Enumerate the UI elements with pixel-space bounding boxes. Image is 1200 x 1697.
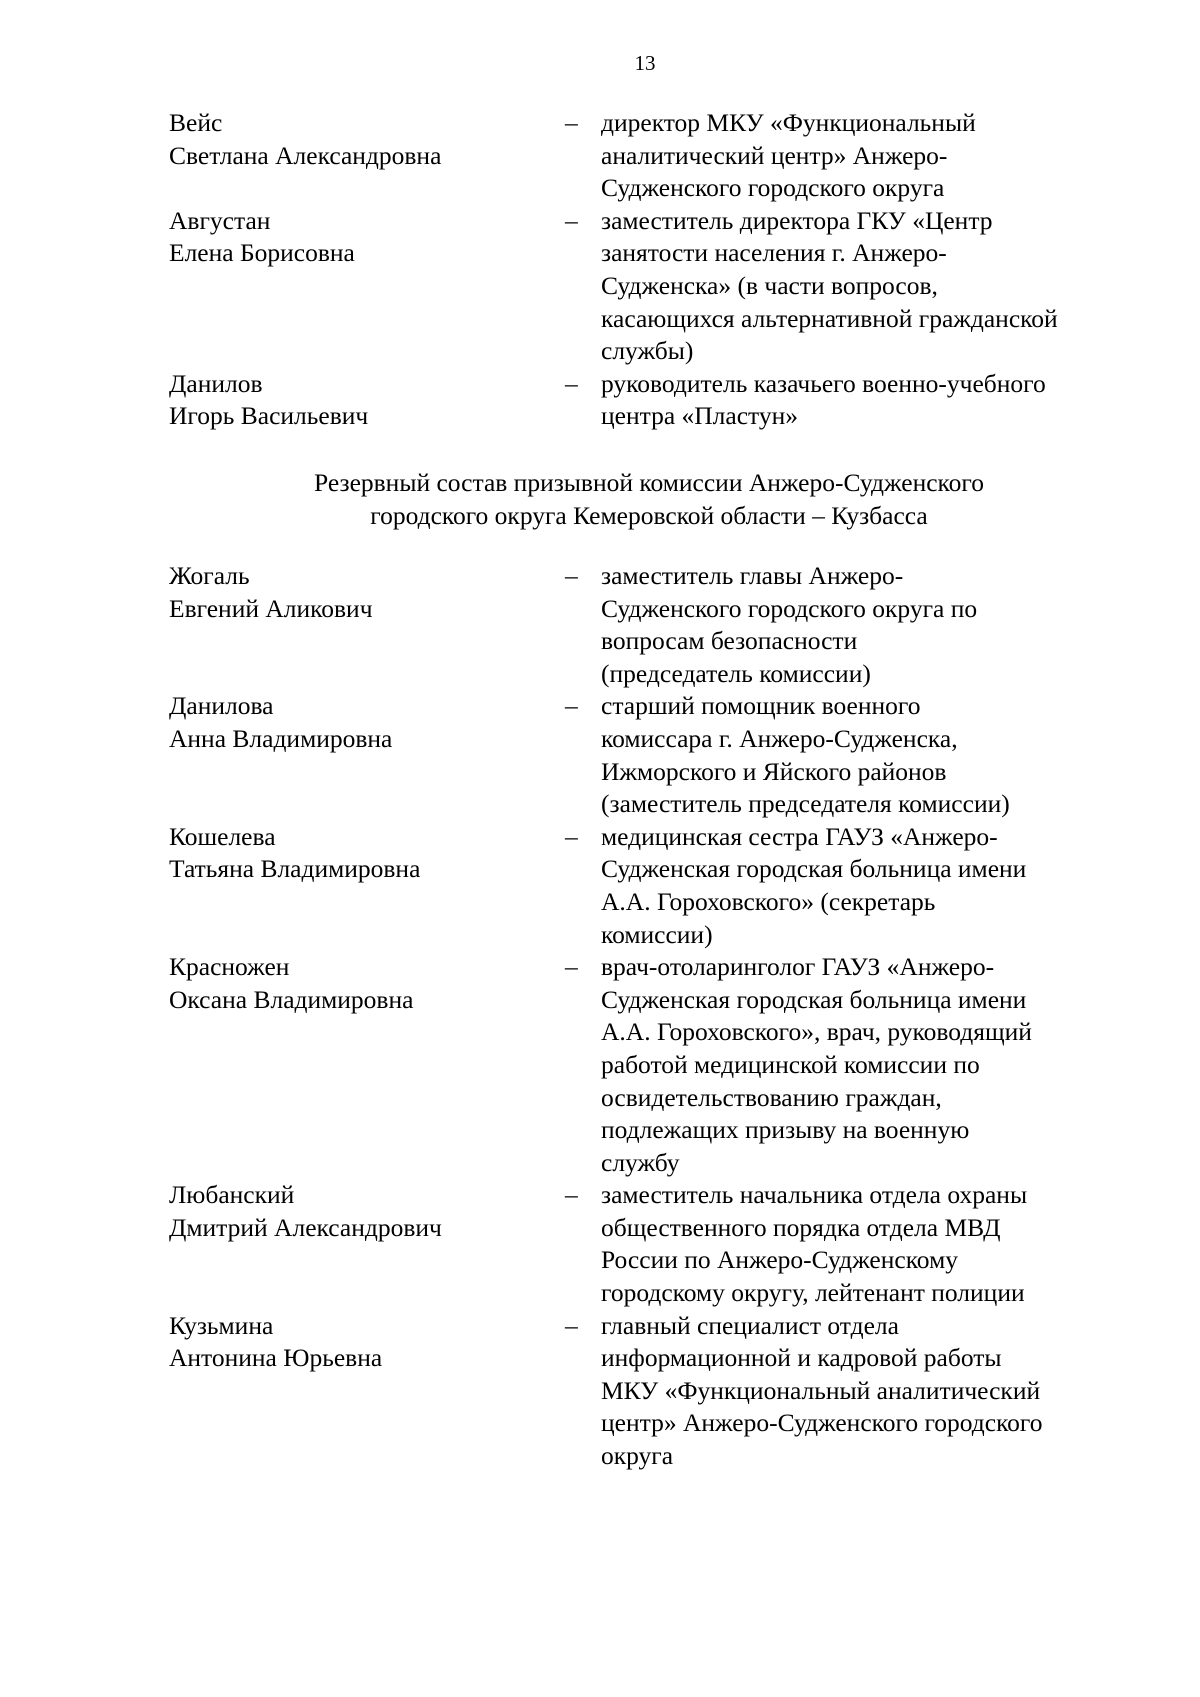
member-surname: Любанский (169, 1180, 295, 1210)
member-entry (169, 821, 1129, 951)
separator-dash: – (565, 1180, 578, 1210)
member-given-names: Оксана Владимировна (169, 984, 414, 1014)
member-role-line: директор МКУ «Функциональный (601, 108, 976, 137)
member-surname: Вейс (169, 108, 223, 137)
member-role-line: Судженская городская больница имени (601, 854, 1027, 884)
commission-members-list (169, 107, 1129, 433)
member-role-line: А.А. Гороховского», врач, руководящий (601, 1017, 1032, 1047)
member-role-line: центра «Пластун» (601, 401, 798, 431)
member-surname: Жогаль (169, 561, 250, 590)
section-heading-line: городского округа Кемеровской области – Кузбасса (370, 500, 928, 530)
member-name (169, 560, 565, 690)
member-role-line: вопросам безопасности (601, 626, 858, 656)
member-role-line: центр» Анжеро-Судженского городского (601, 1408, 1043, 1438)
member-role-line: занятости населения г. Анжеро- (601, 238, 947, 268)
member-role-line: МКУ «Функциональный аналитический (601, 1375, 1041, 1405)
member-role-line: службу (601, 1147, 680, 1177)
member-surname: Августан (169, 205, 271, 235)
member-role (601, 1310, 1129, 1473)
separator-dash: – (565, 821, 578, 851)
member-name (169, 1310, 565, 1473)
member-role-line: Судженского городского округа по (601, 593, 978, 623)
page-number: 13 (634, 51, 656, 75)
member-role-line: общественного порядка отдела МВД (601, 1212, 1001, 1242)
member-role (601, 690, 1129, 820)
member-surname: Данилов (169, 368, 263, 398)
member-role-line: России по Анжеро-Судженскому (601, 1245, 958, 1275)
member-given-names: Антонина Юрьевна (169, 1343, 383, 1373)
separator-dash: – (565, 691, 578, 721)
member-role-line: Судженская городская больница имени (601, 984, 1027, 1014)
member-role-line: главный специалист отдела (601, 1310, 899, 1340)
member-role-line: информационной и кадровой работы (601, 1343, 1002, 1373)
member-name (169, 690, 565, 820)
member-given-names: Елена Борисовна (169, 238, 355, 268)
member-given-names: Татьяна Владимировна (169, 854, 421, 884)
member-role-line: городскому округу, лейтенант полиции (601, 1278, 1025, 1308)
member-role-line: комиссии) (601, 919, 713, 949)
member-role-line: освидетельствованию граждан, (601, 1082, 942, 1112)
member-role-line: (председатель комиссии) (601, 658, 871, 688)
member-role-line: округа (601, 1441, 674, 1471)
member-surname: Кошелева (169, 821, 276, 851)
member-given-names: Анна Владимировна (169, 723, 393, 753)
member-name (169, 821, 565, 951)
member-role (601, 560, 1129, 690)
member-role-line: (заместитель председателя комиссии) (601, 789, 1010, 819)
separator-dash: – (565, 205, 578, 235)
member-entry (169, 107, 1129, 205)
member-role-line: старший помощник военного (601, 691, 921, 721)
separator-dash: – (565, 108, 578, 137)
member-name (169, 951, 565, 1179)
member-role (601, 368, 1129, 433)
member-role-line: Ижморского и Яйского районов (601, 756, 947, 786)
section-heading-line: Резервный состав призывной комиссии Анжеро-Судженского (314, 468, 984, 497)
member-name (169, 368, 565, 433)
member-given-names: Евгений Аликович (169, 593, 373, 623)
member-entry (169, 205, 1129, 368)
member-given-names: Дмитрий Александрович (169, 1212, 442, 1242)
member-surname: Данилова (169, 691, 274, 721)
member-role-line: службы) (601, 336, 694, 366)
reserve-members-list (169, 560, 1129, 1473)
member-name (169, 205, 565, 368)
member-given-names: Светлана Александровна (169, 140, 442, 170)
member-surname: Кузьмина (169, 1310, 274, 1340)
member-role-line: заместитель главы Анжеро- (601, 561, 904, 590)
member-name (169, 1179, 565, 1309)
member-role (601, 951, 1129, 1179)
member-role (601, 107, 1129, 205)
member-role (601, 205, 1129, 368)
member-role-line: подлежащих призыву на военную (601, 1115, 970, 1145)
member-role (601, 821, 1129, 951)
section-heading (169, 467, 1129, 532)
member-role (601, 1179, 1129, 1309)
member-role-line: врач-отоларинголог ГАУЗ «Анжеро- (601, 952, 995, 982)
member-role-line: руководитель казачьего военно-учебного (601, 368, 1046, 398)
separator-dash: – (565, 952, 578, 982)
member-role-line: заместитель директора ГКУ «Центр (601, 205, 993, 235)
member-role-line: работой медицинской комиссии по (601, 1049, 980, 1079)
member-entry (169, 1310, 1129, 1473)
member-surname: Красножен (169, 952, 290, 982)
member-role-line: медицинская сестра ГАУЗ «Анжеро- (601, 821, 998, 851)
member-role-line: Судженского городского округа (601, 173, 945, 203)
member-name (169, 107, 565, 205)
member-entry (169, 690, 1129, 820)
member-role-line: заместитель начальника отдела охраны (601, 1180, 1028, 1210)
member-role-line: аналитический центр» Анжеро- (601, 140, 948, 170)
member-role-line: Судженска» (в части вопросов, (601, 270, 938, 300)
member-entry (169, 560, 1129, 690)
separator-dash: – (565, 368, 578, 398)
member-role-line: А.А. Гороховского» (секретарь (601, 886, 936, 916)
separator-dash: – (565, 561, 578, 590)
member-role-line: касающихся альтернативной гражданской (601, 303, 1058, 333)
member-given-names: Игорь Васильевич (169, 401, 369, 431)
separator-dash: – (565, 1310, 578, 1340)
member-entry (169, 1179, 1129, 1309)
member-role-line: комиссара г. Анжеро-Судженска, (601, 723, 958, 753)
member-entry (169, 368, 1129, 433)
member-entry (169, 951, 1129, 1179)
